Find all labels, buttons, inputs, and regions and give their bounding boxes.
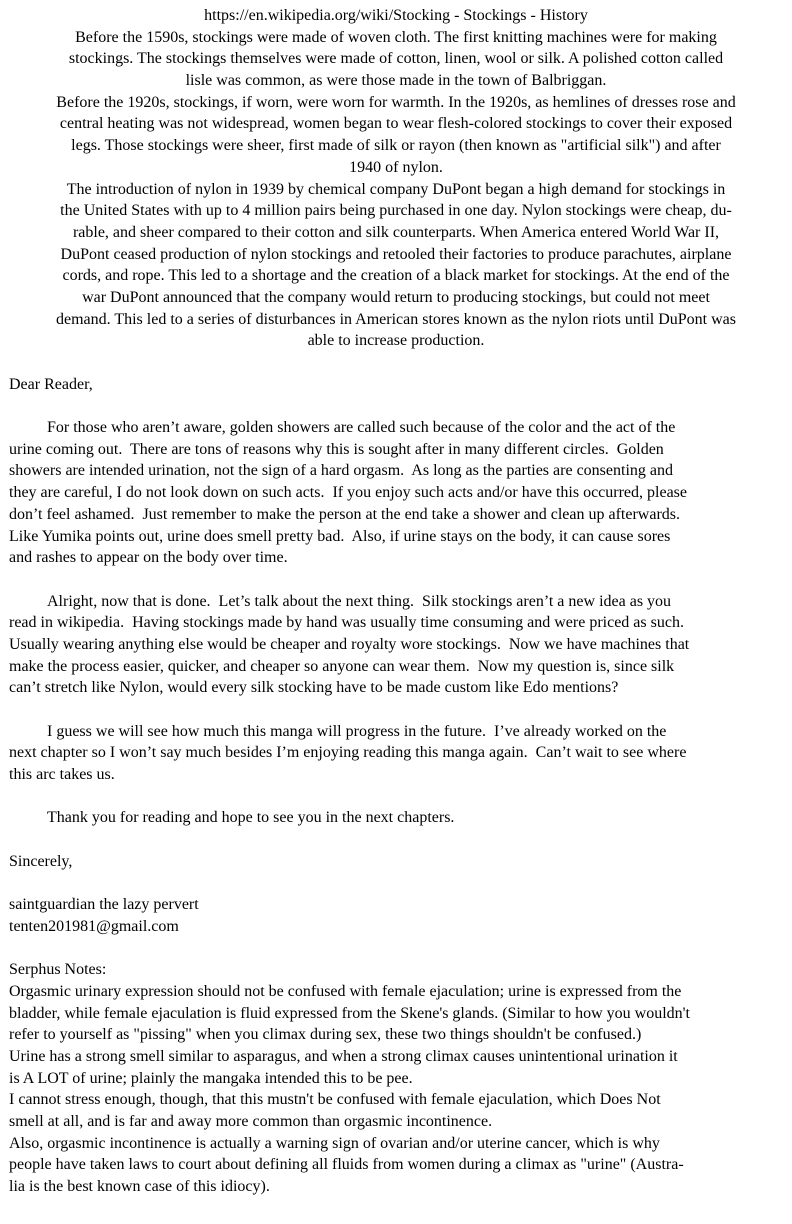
text-line: smell at all, and is far and away more common than orgasmic incontinence. [9, 1113, 493, 1131]
text-line: rable, and sheer compared to their cotton and silk counterparts. When America entered World War II, [72, 223, 720, 241]
letter-paragraph-manga-progress [9, 721, 783, 786]
text-line: For those who aren’t aware, golden showers are called such because of the color and the act of the [47, 419, 676, 437]
text-line: 1940 of nylon. [349, 158, 443, 176]
text-line: can’t stretch like Nylon, would every silk stocking have to be made custom like Edo mentions? [9, 679, 619, 697]
blank-line [9, 873, 783, 895]
text-line: urine coming out. There are tons of reasons why this is sought after in many different circles. Golden [9, 440, 664, 458]
blank-line [9, 395, 783, 417]
text-line: Like Yumika points out, urine does smell pretty bad. Also, if urine stays on the body, it can cause sores [9, 527, 671, 545]
blank-line [9, 699, 783, 721]
text-line: make the process easier, quicker, and cheaper so anyone can wear them. Now my question is, since silk [9, 657, 675, 675]
text-line: is A LOT of urine; plainly the mangaka intended this to be pee. [9, 1069, 413, 1087]
text-line: refer to yourself as "pissing" when you climax during sex, these two things shouldn't be confused.) [9, 1026, 642, 1044]
blank-line [9, 395, 783, 417]
text-line: lia is the best known case of this idiocy). [9, 1178, 270, 1196]
text-line: people have taken laws to court about defining all fluids from women during a climax as "urine" (Austra- [9, 1156, 684, 1174]
text-line: The introduction of nylon in 1939 by chemical company DuPont began a high demand for stockings in [66, 180, 726, 198]
letter-paragraph-thanks [9, 807, 783, 829]
text-line: Orgasmic urinary expression should not be confused with female ejaculation; urine is expressed from the [9, 982, 682, 1000]
text-line: able to increase production. [307, 332, 485, 350]
text-line: tenten201981@gmail.com [9, 917, 179, 935]
blank-line [9, 829, 783, 851]
text-line: Alright, now that is done. Let’s talk about the next thing. Silk stockings aren’t a new idea as you [47, 592, 672, 610]
text-line: Urine has a strong smell similar to asparagus, and when a strong climax causes unintentional urination it [9, 1048, 678, 1065]
blank-line [9, 786, 783, 808]
text-line: demand. This led to a series of disturbances in American stores known as the nylon riots until DuPont was [55, 310, 737, 328]
text-line: saintguardian the lazy pervert [9, 896, 199, 914]
text-line: war DuPont announced that the company would return to producing stockings, but could not meet [82, 288, 710, 306]
text-line: legs. Those stockings were sheer, first made of silk or rayon (then known as "artificial silk") and after [71, 137, 721, 155]
text-line: they are careful, I do not look down on such acts. If you enjoy such acts and/or have this occurred, please [9, 484, 687, 502]
text-line: showers are intended urination, not the sign of a hard orgasm. As long as the parties are consenting and [9, 462, 673, 480]
blank-line [9, 569, 783, 591]
blank-line [9, 352, 783, 374]
wiki-paragraph-nylon [9, 179, 783, 353]
text-line: the United States with up to 4 million pairs being purchased in one day. Nylon stockings were cheap, du- [60, 202, 732, 220]
text-line: and rashes to appear on the body over time. [9, 549, 288, 567]
text-line: don’t feel ashamed. Just remember to make the person at the end take a shower and clean up afterwards. [9, 505, 681, 523]
text-line: cords, and rope. This led to a shortage and the creation of a black market for stockings. At the end of the [62, 267, 730, 285]
blank-line [9, 786, 783, 808]
text-line: Also, orgasmic incontinence is actually a warning sign of ovarian and/or uterine cancer, which is why [9, 1134, 660, 1152]
text-line: DuPont ceased production of nylon stockings and retooled their factories to produce parachutes, airplane [60, 245, 732, 263]
salutation [9, 374, 783, 396]
blank-line [9, 699, 783, 721]
text-line: bladder, while female ejaculation is fluid expressed from the Skene's glands. (Similar to how you wouldn't [9, 1004, 690, 1022]
blank-line [9, 829, 783, 851]
text-line: Before the 1590s, stockings were made of woven cloth. The first knitting machines were for making [75, 28, 717, 46]
serphus-notes-heading [9, 959, 783, 981]
letter-paragraph-golden-showers [9, 417, 783, 569]
blank-line [9, 352, 783, 374]
blank-line [9, 938, 783, 960]
text-line: I cannot stress enough, though, that this mustn't be confused with female ejaculation, which Does Not [9, 1091, 661, 1109]
blank-line [9, 569, 783, 591]
text-line: Before the 1920s, stockings, if worn, were worn for warmth. In the 1920s, as hemlines of dresses rose and [56, 93, 736, 111]
closing [9, 851, 783, 873]
text-line: Thank you for reading and hope to see you in the next chapters. [47, 809, 455, 827]
text-line: read in wikipedia. Having stockings made by hand was usually time consuming and were priced as such. [9, 614, 684, 632]
text-line: Sincerely, [9, 852, 73, 870]
serphus-notes-body [9, 981, 783, 1198]
text-line: Serphus Notes: [9, 961, 107, 979]
letter-paragraph-silk-stockings [9, 591, 783, 699]
source-link-line [9, 5, 783, 27]
blank-line [9, 873, 783, 895]
text-line: https://en.wikipedia.org/wiki/Stocking - Stockings - History [204, 7, 588, 24]
blank-line [9, 938, 783, 960]
text-line: central heating was not widespread, women began to wear flesh-colored stockings to cover their exposed [59, 115, 733, 133]
text-line: Usually wearing anything else would be cheaper and royalty wore stockings. Now we have machines that [9, 635, 690, 653]
text-line: Dear Reader, [9, 375, 93, 393]
text-line: this arc takes us. [9, 766, 115, 784]
wiki-paragraph-1590s [9, 27, 783, 92]
signature [9, 894, 783, 937]
text-line: stockings. The stockings themselves were made of cotton, linen, wool or silk. A polished cotton called [68, 50, 724, 68]
text-line: I guess we will see how much this manga will progress in the future. I’ve already worked on the [47, 722, 667, 740]
text-line: next chapter so I won’t say much besides I’m enjoying reading this manga again. Can’t wait to see where [9, 744, 687, 762]
wiki-paragraph-1920s [9, 92, 783, 179]
text-line: lisle was common, as were those made in the town of Balbriggan. [185, 72, 607, 90]
